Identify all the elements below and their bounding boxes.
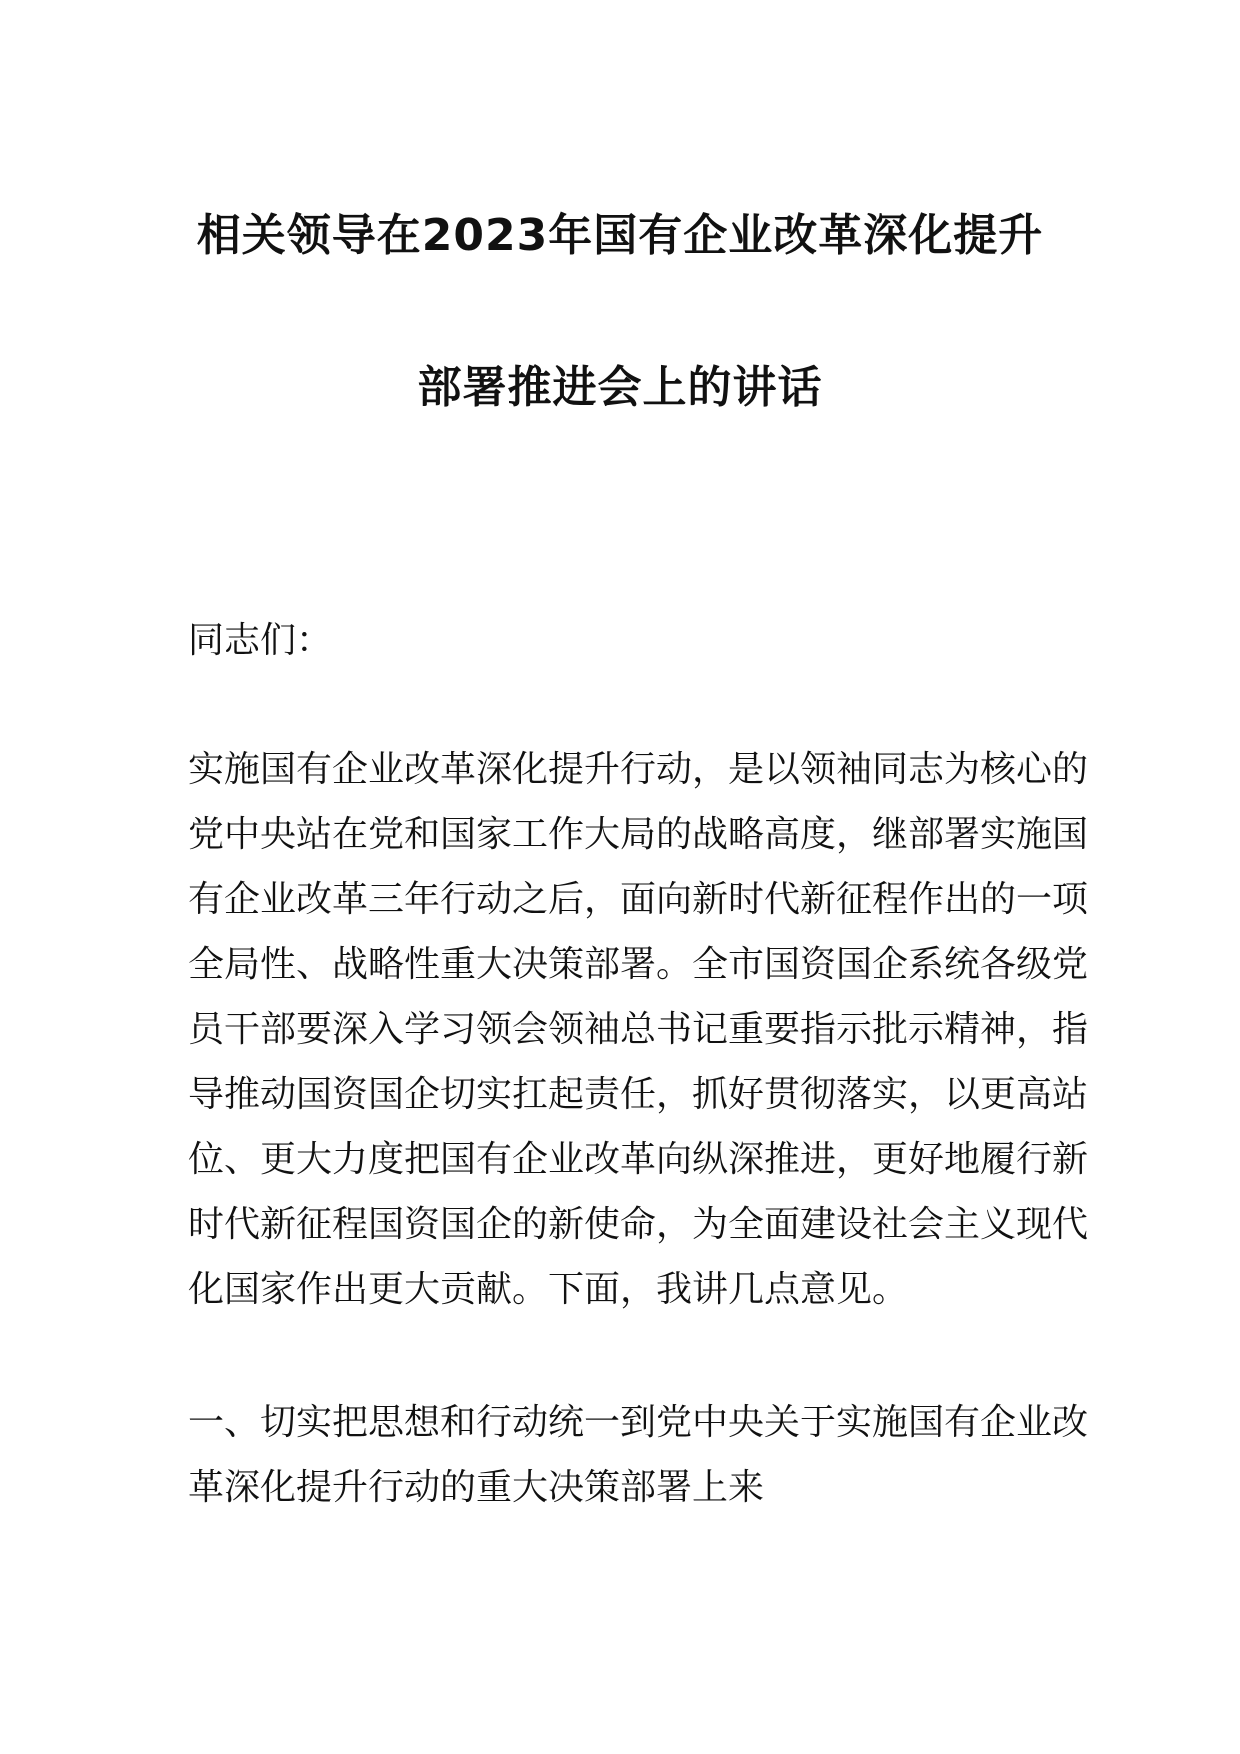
paragraph-1-line: 实施国有企业改革深化提升行动，是以领袖同志为核心的 — [188, 749, 1089, 790]
paragraph-1-line: 化国家作出更大贡献。下面，我讲几点意见。 — [188, 1269, 909, 1310]
paragraph-1 — [188, 737, 1089, 1322]
section-heading-1-line: 革深化提升行动的重大决策部署上来 — [188, 1467, 765, 1508]
paragraph-1-line: 导推动国资国企切实扛起责任，抓好贯彻落实，以更高站 — [188, 1074, 1089, 1115]
section-heading-1 — [188, 1390, 1089, 1520]
paragraph-1-line: 全局性、战略性重大决策部署。全市国资国企系统各级党 — [188, 944, 1089, 985]
paragraph-1-line: 时代新征程国资国企的新使命，为全面建设社会主义现代 — [188, 1204, 1089, 1245]
document-title-line-2: 部署推进会上的讲话 — [417, 362, 823, 413]
paragraph-1-line: 位、更大力度把国有企业改革向纵深推进，更好地履行新 — [188, 1139, 1089, 1180]
paragraph-1-line: 党中央站在党和国家工作大局的战略高度，继部署实施国 — [188, 814, 1089, 855]
paragraph-1-line: 有企业改革三年行动之后，面向新时代新征程作出的一项 — [188, 879, 1089, 920]
section-heading-1-line: 一、切实把思想和行动统一到党中央关于实施国有企业改 — [188, 1402, 1089, 1443]
salutation: 同志们： — [188, 620, 333, 661]
document-title-line-1: 相关领导在2023年国有企业改革深化提升 — [196, 210, 1044, 261]
paragraph-1-line: 员干部要深入学习领会领袖总书记重要指示批示精神，指 — [188, 1009, 1089, 1050]
